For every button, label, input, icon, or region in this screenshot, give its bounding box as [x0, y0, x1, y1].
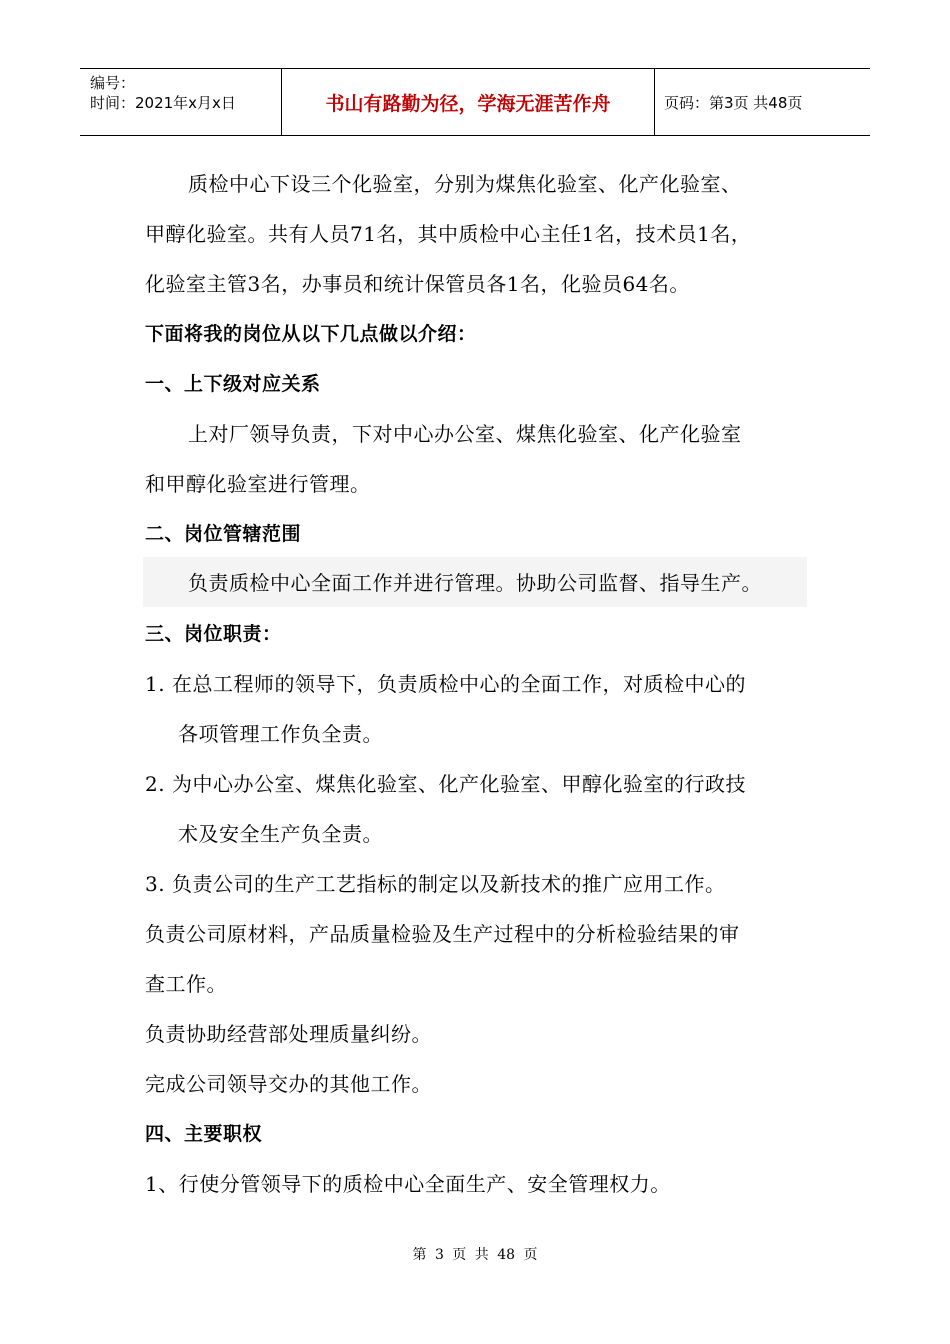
header-page-number: 页码：第3页 共48页 [664, 94, 803, 112]
page-footer: 第 3 页 共 48 页 [412, 1247, 538, 1263]
section-heading: 四、主要职权 [145, 1123, 263, 1145]
header-motto: 书山有路勤为径，学海无涯苦作舟 [325, 93, 611, 115]
paragraph-line: 化验室主管3名，办事员和统计保管员各1名，化验员64名。 [145, 272, 690, 296]
header-meta [90, 73, 236, 113]
paragraph-line: 质检中心下设三个化验室，分别为煤焦化验室、化产化验室、 [188, 172, 742, 196]
paragraph-line: 甲醇化验室。共有人员71名，其中质检中心主任1名，技术员1名， [145, 222, 752, 246]
document-time-label: 时间：2021年x月x日 [90, 94, 236, 112]
paragraph-line: 完成公司领导交办的其他工作。 [145, 1072, 432, 1096]
section-heading: 二、岗位管辖范围 [145, 523, 302, 545]
section-heading: 一、上下级对应关系 [145, 373, 321, 395]
paragraph-line: 负责质检中心全面工作并进行管理。协助公司监督、指导生产。 [188, 571, 762, 595]
section-heading: 三、岗位职责： [145, 623, 282, 645]
paragraph-line: 查工作。 [145, 972, 227, 996]
header-divider [654, 69, 655, 135]
intro-heading: 下面将我的岗位从以下几点做以介绍： [145, 323, 477, 345]
paragraph-line: 上对厂领导负责，下对中心办公室、煤焦化验室、化产化验室 [188, 422, 742, 446]
list-item: 1. 在总工程师的领导下，负责质检中心的全面工作，对质检中心的 [145, 672, 746, 696]
paragraph-line: 负责协助经营部处理质量纠纷。 [145, 1022, 432, 1046]
paragraph-line: 1、行使分管领导下的质检中心全面生产、安全管理权力。 [145, 1172, 671, 1196]
list-item-continuation: 术及安全生产负全责。 [178, 822, 383, 846]
list-item-continuation: 各项管理工作负全责。 [178, 722, 383, 746]
document-number-label: 编号： [90, 74, 136, 92]
page-header [80, 68, 870, 136]
list-item: 2. 为中心办公室、煤焦化验室、化产化验室、甲醇化验室的行政技 [145, 772, 746, 796]
list-item: 3. 负责公司的生产工艺指标的制定以及新技术的推广应用工作。 [145, 872, 726, 896]
paragraph-line: 负责公司原材料，产品质量检验及生产过程中的分析检验结果的审 [145, 922, 740, 946]
paragraph-line: 和甲醇化验室进行管理。 [145, 472, 371, 496]
